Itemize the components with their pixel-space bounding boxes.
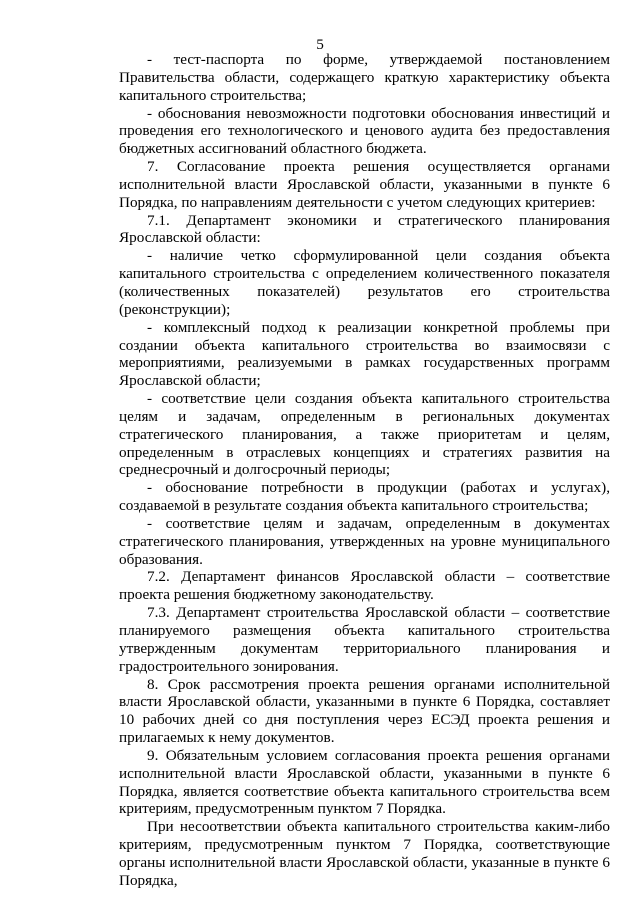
paragraph-bullet-test-passport: - тест-паспорта по форме, утверждаемой постановлением Правительства области, содержащего краткую характеристику объекта капитального строительства; bbox=[119, 51, 610, 104]
document-body bbox=[119, 51, 610, 890]
paragraph-nonconformity: При несоответствии объекта капитального строительства каким-либо критериям, предусмотренным пунктом 7 Порядка, соответствующие органы исполнительной власти Ярославской области, указанные в пункте 6 Порядка, bbox=[119, 818, 610, 889]
paragraph-item-7-1: 7.1. Департамент экономики и стратегического планирования Ярославской области: bbox=[119, 211, 610, 247]
paragraph-item-7: 7. Согласование проекта решения осуществляется органами исполнительной власти Ярославской области, указанными в пункте 6 Порядка, по направлениям деятельности с учетом следующих критериев: bbox=[119, 158, 610, 211]
paragraph-bullet-complex-approach: - комплексный подход к реализации конкретной проблемы при создании объекта капитального строительства во взаимосвязи с мероприятиями, реализуемыми в рамках государственных программ Ярославской области; bbox=[119, 318, 610, 390]
paragraph-item-8: 8. Срок рассмотрения проекта решения органами исполнительной власти Ярославской области, указанными в пункте 6 Порядка, составляет 10 рабочих дней со дня поступления через ЕСЭД проекта решения и прилагаемых к нему документов. bbox=[119, 675, 610, 747]
page-number: 5 bbox=[316, 36, 324, 53]
paragraph-item-7-3: 7.3. Департамент строительства Ярославской области – соответствие планируемого размещения объекта капитального строительства утвержденным документам территориального планирования и градостроительного зонирования. bbox=[119, 604, 610, 675]
paragraph-item-7-2: 7.2. Департамент финансов Ярославской области – соответствие проекта решения бюджетному законодательству. bbox=[119, 568, 610, 604]
paragraph-bullet-strategic-alignment: - соответствие цели создания объекта капитального строительства целям и задачам, определенным в региональных документах стратегического планирования, а также приоритетам и целям, определенным в отраслевых концепциях и стратегиях развития на среднесрочный и долгосрочный периоды; bbox=[119, 390, 610, 479]
paragraph-item-9: 9. Обязательным условием согласования проекта решения органами исполнительной власти Ярославской области, указанными в пункте 6 Порядка, является соответствие объекта капитального строительства всем критериям, предусмотренным пунктом 7 Порядка. bbox=[119, 746, 610, 818]
paragraph-bullet-demand-justification: - обоснование потребности в продукции (работах и услугах), создаваемой в результате создания объекта капитального строительства; bbox=[119, 479, 610, 515]
paragraph-bullet-goal-definition: - наличие четко сформулированной цели создания объекта капитального строительства с определением количественного показателя (количественных показателей) результатов его строительства (реконструкции); bbox=[119, 247, 610, 318]
paragraph-bullet-municipal-alignment: - соответствие целям и задачам, определенным в документах стратегического планирования, утвержденных на уровне муниципального образования. bbox=[119, 514, 610, 568]
paragraph-bullet-investment-justification: - обоснования невозможности подготовки обоснования инвестиций и проведения его технологического и ценового аудита без предоставления бюджетных ассигнований областного бюджета. bbox=[119, 104, 610, 158]
